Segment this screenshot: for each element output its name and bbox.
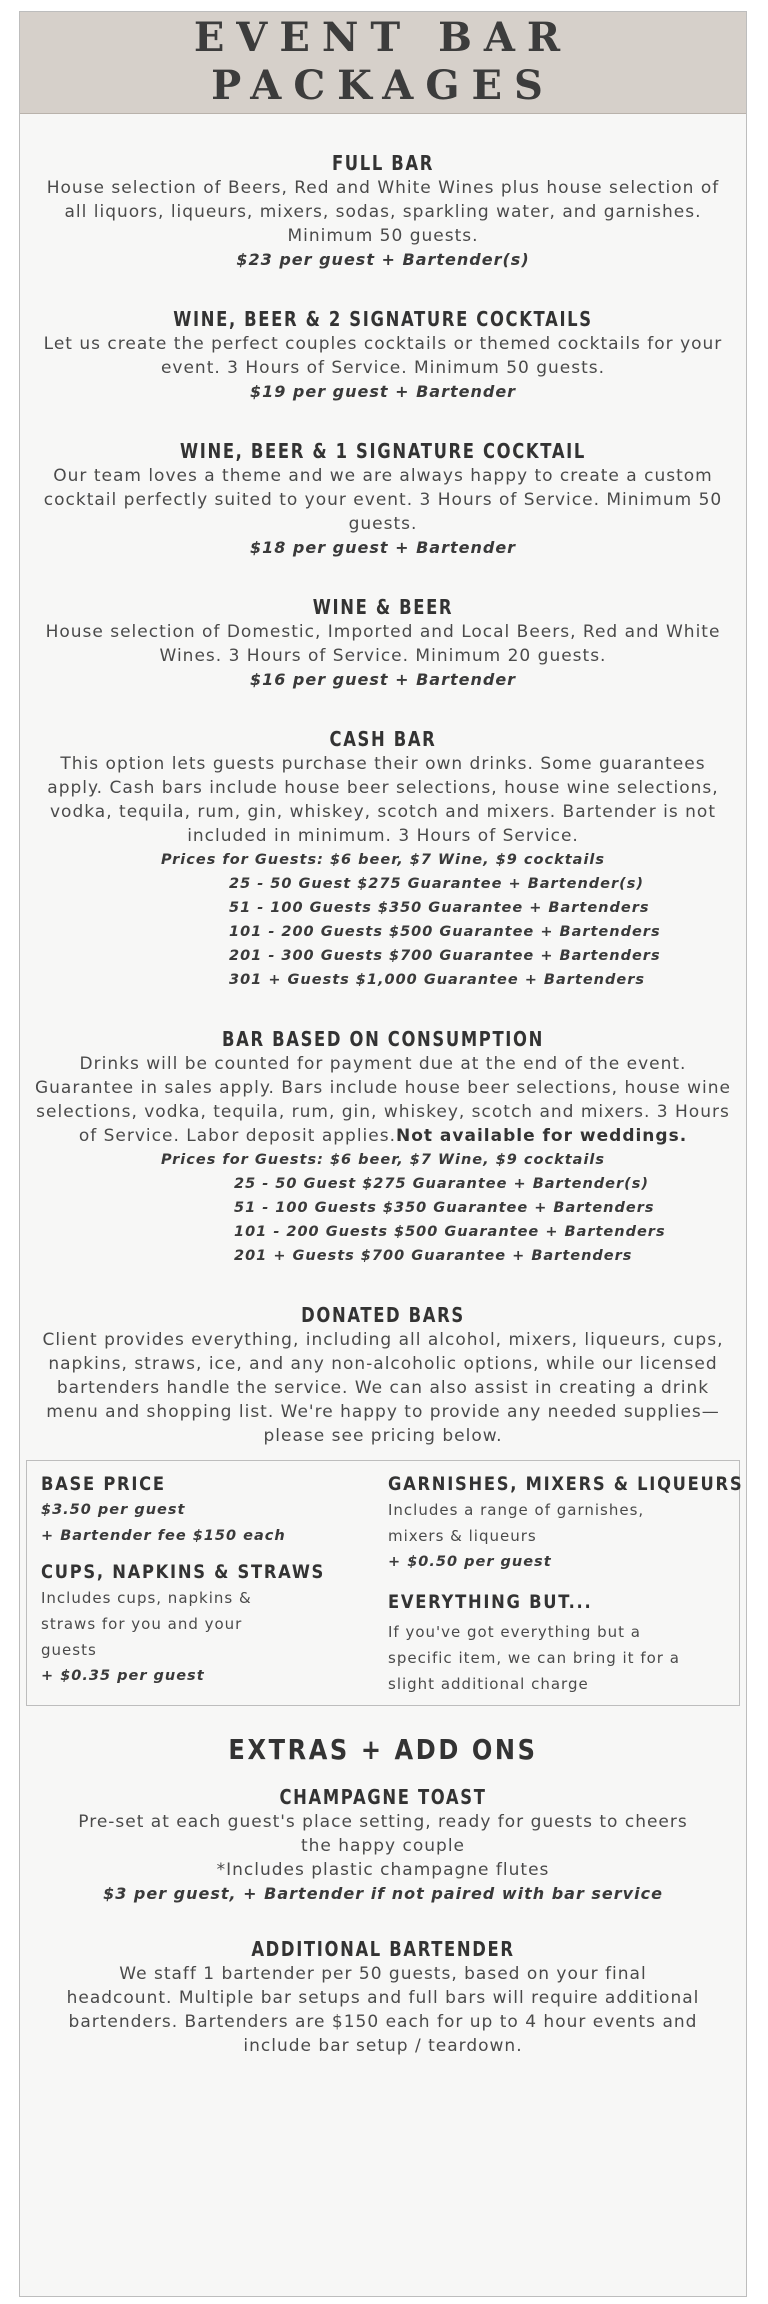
extras-title: EXTRAS + ADD ONS xyxy=(228,1733,538,1766)
package-consumption-bar xyxy=(34,1026,732,1268)
package-title: DONATED BARS xyxy=(301,1303,465,1327)
cups-price: + $0.35 per guest xyxy=(41,1668,205,1684)
extra-champagne-toast xyxy=(34,1784,732,1906)
base-price-title: BASE PRICE xyxy=(41,1473,166,1495)
garnishes-text: Includes a range of garnishes, mixers & liqueurs xyxy=(388,1501,645,1545)
tier-row: 201 + Guests $700 Guarantee + Bartenders xyxy=(234,1248,633,1264)
tier-row: 25 - 50 Guest $275 Guarantee + Bartender(s) xyxy=(229,876,645,892)
page-title-line2: PACKAGES xyxy=(211,62,555,109)
bartender-fee: + Bartender fee $150 each xyxy=(41,1528,286,1544)
package-description: House selection of Beers, Red and White Wines plus house selection of all liquors, liqueurs, mixers, sodas, sparkling water, and garnishes. Minimum 50 guests. xyxy=(46,178,720,246)
extra-note: *Includes plastic champagne flutes xyxy=(216,1860,550,1880)
package-wine-beer xyxy=(34,594,732,692)
consumption-tiers xyxy=(34,1148,732,1268)
tier-row: 101 - 200 Guests $500 Guarantee + Bartenders xyxy=(229,924,661,940)
tier-row: 301 + Guests $1,000 Guarantee + Bartenders xyxy=(229,972,645,988)
everything-but-title: EVERYTHING BUT... xyxy=(388,1591,593,1613)
package-title: WINE & BEER xyxy=(312,595,454,619)
extra-description: We staff 1 bartender per 50 guests, based on your final headcount. Multiple bar setups and full bars will require additional bartenders. Bartenders are $150 each for up to 4 hour events and include bar setup / teardown. xyxy=(66,1964,700,2056)
package-price: $23 per guest + Bartender(s) xyxy=(236,250,530,269)
extra-title: ADDITIONAL BARTENDER xyxy=(251,1937,515,1961)
base-price-amount: $3.50 per guest xyxy=(41,1502,186,1518)
package-full-bar xyxy=(34,150,732,272)
weddings-note: Not available for weddings. xyxy=(395,1126,688,1146)
package-title: CASH BAR xyxy=(329,727,437,751)
menu-content xyxy=(20,150,746,2058)
package-description: Let us create the perfect couples cocktails or themed cocktails for your event. 3 Hours of Service. Minimum 50 guests. xyxy=(43,334,723,378)
extra-description: Pre-set at each guest's place setting, ready for guests to cheers the happy couple xyxy=(78,1812,688,1856)
package-price: $16 per guest + Bartender xyxy=(249,670,517,689)
garnishes-price: + $0.50 per guest xyxy=(388,1554,552,1570)
guest-prices: Prices for Guests: $6 beer, $7 Wine, $9 cocktails xyxy=(160,852,606,868)
package-description: Our team loves a theme and we are always happy to create a custom cocktail perfectly suited to your event. 3 Hours of Service. Minimum 50 guests. xyxy=(43,466,723,534)
package-cash-bar xyxy=(34,726,732,992)
package-description xyxy=(34,1052,732,1148)
menu-page xyxy=(19,11,747,2297)
package-price: $19 per guest + Bartender xyxy=(249,382,517,401)
tier-row: 101 - 200 Guests $500 Guarantee + Bartenders xyxy=(234,1224,666,1240)
pricing-col-right xyxy=(388,1471,744,1705)
page-header xyxy=(20,12,746,114)
page-title-line1: EVENT BAR xyxy=(193,14,573,61)
cash-bar-tiers xyxy=(34,848,732,992)
extra-title: CHAMPAGNE TOAST xyxy=(279,1785,487,1809)
extra-additional-bartender xyxy=(34,1936,732,2058)
cups-text: Includes cups, napkins & straws for you and your guests xyxy=(41,1589,252,1659)
cups-title: CUPS, NAPKINS & STRAWS xyxy=(41,1561,326,1583)
package-price: $18 per guest + Bartender xyxy=(249,538,517,557)
extra-price: $3 per guest, + Bartender if not paired with bar service xyxy=(103,1884,663,1903)
tier-row: 51 - 100 Guests $350 Guarantee + Bartenders xyxy=(229,900,650,916)
package-wine-beer-1-cocktail xyxy=(34,438,732,560)
guest-prices: Prices for Guests: $6 beer, $7 Wine, $9 cocktails xyxy=(160,1152,606,1168)
package-wine-beer-2-cocktails xyxy=(34,306,732,404)
package-donated-bars xyxy=(34,1302,732,1448)
package-description: Client provides everything, including all alcohol, mixers, liqueurs, cups, napkins, straws, ice, and any non-alcoholic options, while our licensed bartenders handle the service. We can also assist in creating a drink menu and shopping list. We're happy to provide any needed supplies—please see pricing below. xyxy=(42,1330,724,1446)
package-title: FULL BAR xyxy=(331,151,435,175)
package-title: BAR BASED ON CONSUMPTION xyxy=(222,1027,544,1051)
garnishes-title: GARNISHES, MIXERS & LIQUEURS xyxy=(388,1473,744,1495)
donated-pricing-box xyxy=(26,1460,744,1706)
tier-row: 51 - 100 Guests $350 Guarantee + Bartenders xyxy=(234,1200,655,1216)
package-description: This option lets guests purchase their own drinks. Some guarantees apply. Cash bars include house beer selections, house wine selections, vodka, tequila, rum, gin, whiskey, scotch and mixers. Bartender is not included in minimum. 3 Hours of Service. xyxy=(47,754,719,846)
everything-but-text: If you've got everything but a specific item, we can bring it for a slight additional charge xyxy=(388,1623,680,1693)
package-title: WINE, BEER & 1 SIGNATURE COCKTAIL xyxy=(179,439,587,463)
package-description: House selection of Domestic, Imported and Local Beers, Red and White Wines. 3 Hours of Service. Minimum 20 guests. xyxy=(45,622,721,666)
tier-row: 201 - 300 Guests $700 Guarantee + Bartenders xyxy=(229,948,661,964)
pricing-col-left xyxy=(41,1471,388,1705)
tier-row: 25 - 50 Guest $275 Guarantee + Bartender(s) xyxy=(234,1176,650,1192)
description-text: Drinks will be counted for payment due at the end of the event. Guarantee in sales apply. Bars include house beer selections, house wine selections, vodka, tequila, rum, gin, whiskey, scotch and mixers. 3 Hours of Service. Labor deposit applies. xyxy=(34,1054,732,1146)
package-title: WINE, BEER & 2 SIGNATURE COCKTAILS xyxy=(173,307,593,331)
extras-section xyxy=(34,1732,732,1768)
